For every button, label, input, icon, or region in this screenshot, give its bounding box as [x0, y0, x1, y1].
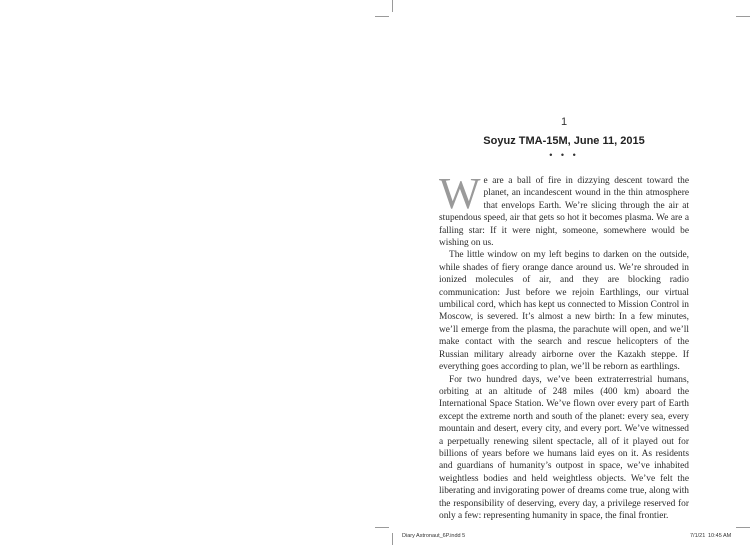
chapter-title: Soyuz TMA-15M, June 11, 2015 — [483, 135, 645, 147]
chapter-number: 1 — [560, 116, 568, 128]
slug-filename: Diary Astronaut_6P.indd 5 — [402, 533, 466, 539]
crop-mark — [736, 16, 750, 17]
crop-mark — [392, 0, 393, 12]
paragraph: For two hundred days, we’ve been extraterrestrial humans, orbiting at an altitude of 248 miles (400 km) aboard the International Space Station. We’ve flown over every part of Earth except the extreme north and south of the planet: every sea, every mountain and desert, every city, and every port. We’ve witnessed a perpetually renewing silent spectacle, all of it played out for billions of years before we humans laid eyes on it. As residents and guardians of humanity’s outpost in space, we’ve inhabited weightless bodies and held weightless objects. We’ve felt the liberating and invigorating power of dreams come true, along with the responsibility of deserving, every day, a privilege reserved for only a few: representing humanity in space, the final frontier. — [439, 374, 689, 521]
paragraph — [439, 169, 689, 249]
body-text — [439, 169, 689, 522]
crop-mark — [736, 527, 750, 528]
drop-cap: W — [439, 169, 481, 218]
crop-mark — [375, 527, 389, 528]
section-ornament: • • • — [549, 150, 579, 160]
paragraph: The little window on my left begins to darken on the outside, while shades of fiery orange dance around us. We’re shrouded in ionized molecules of air, and they are blocking radio communication: Just before we rejoin Earthlings, our virtual umbilical cord, which has kept us connected to Mission Control in Moscow, is severed. It’s almost a new birth: In a few minutes, we’ll emerge from the plasma, the parachute will open, and we’ll make contact with the search and rescue helicopters of the Russian military already airborne over the Kazakh steppe. If everything goes according to plan, we’ll be reborn as earthlings. — [439, 250, 689, 373]
slug-time: 10:45 AM — [708, 533, 732, 539]
crop-mark — [392, 533, 393, 545]
slug-date: 7/1/21 — [690, 533, 706, 539]
crop-mark — [375, 16, 389, 17]
paragraph-text: e are a ball of fire in dizzying descent toward the planet, an incandescent wound in the thin atmosphere that envelops Earth. We’re slicing through the air at stupendous speed, air that gets so hot it becomes plasma. We are a falling star: If it were night, someone, somewhere would be wishing on us. — [439, 176, 689, 249]
